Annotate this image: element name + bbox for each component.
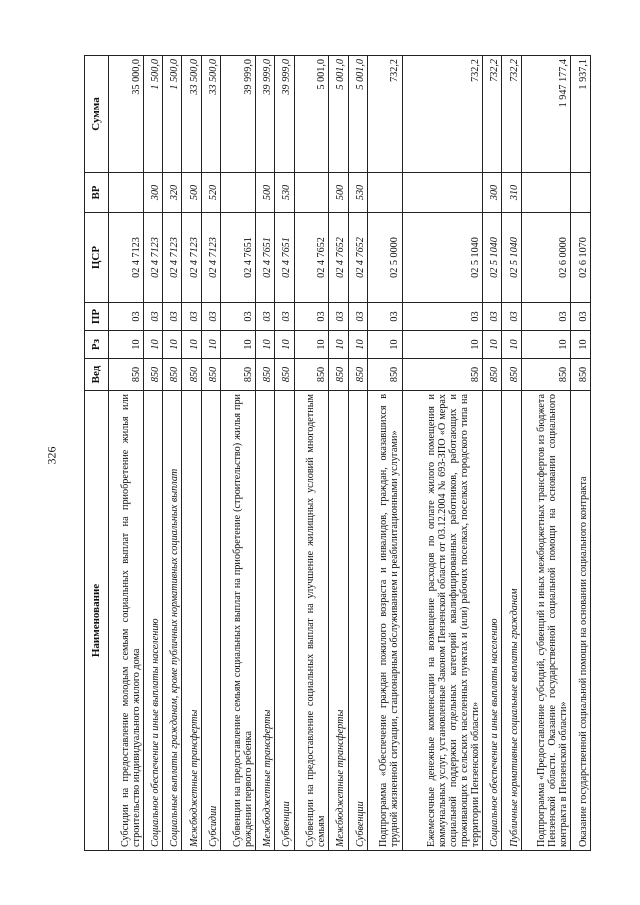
cell-pr: 03 bbox=[482, 303, 501, 331]
cell-pr: 03 bbox=[502, 303, 521, 331]
cell-rz: 10 bbox=[255, 331, 274, 359]
cell-name: Подпрограмма «Предоставление субсидий, субвенций и иных межбюджетных трансфертов из бюджета Пензенской области. Оказание государственной социальной помощи на основании социального контракта в Пензенской области» bbox=[521, 391, 571, 851]
cell-ved: 850 bbox=[294, 359, 329, 391]
table-row bbox=[163, 56, 182, 851]
cell-name: Подпрограмма «Обеспечение граждан пожилого возраста и инвалидов, граждан, оказавшихся в трудной жизненной ситуации, стационарным обслуживанием и реабилитационными услугами» bbox=[367, 391, 402, 851]
cell-csr: 02 6 1070 bbox=[571, 213, 591, 303]
table-header-row bbox=[85, 56, 109, 851]
header-csr: ЦСР bbox=[85, 213, 109, 303]
cell-pr: 03 bbox=[571, 303, 591, 331]
header-sum: Сумма bbox=[85, 56, 109, 173]
cell-pr: 03 bbox=[348, 303, 367, 331]
cell-vr: 530 bbox=[275, 173, 294, 213]
cell-name: Межбюджетные трансферты bbox=[182, 391, 201, 851]
cell-vr bbox=[521, 173, 571, 213]
cell-pr: 03 bbox=[402, 303, 482, 331]
cell-vr: 500 bbox=[255, 173, 274, 213]
rotated-table-container bbox=[84, 56, 591, 851]
cell-name: Субвенции bbox=[348, 391, 367, 851]
cell-rz: 10 bbox=[367, 331, 402, 359]
cell-ved: 850 bbox=[201, 359, 220, 391]
header-name: Наименование bbox=[85, 391, 109, 851]
table-row bbox=[109, 56, 144, 851]
cell-vr: 500 bbox=[182, 173, 201, 213]
cell-rz: 10 bbox=[143, 331, 162, 359]
cell-pr: 03 bbox=[294, 303, 329, 331]
cell-csr: 02 4 7123 bbox=[109, 213, 144, 303]
cell-sum: 33 500,0 bbox=[182, 56, 201, 173]
cell-csr: 02 4 7123 bbox=[143, 213, 162, 303]
table-row bbox=[182, 56, 201, 851]
cell-name: Межбюджетные трансферты bbox=[329, 391, 348, 851]
table-row bbox=[502, 56, 521, 851]
cell-pr: 03 bbox=[255, 303, 274, 331]
header-rz: Рз bbox=[85, 331, 109, 359]
cell-sum: 1 947 177,4 bbox=[521, 56, 571, 173]
table-row bbox=[482, 56, 501, 851]
cell-sum: 39 999,0 bbox=[221, 56, 256, 173]
cell-name: Субсидии bbox=[201, 391, 220, 851]
cell-name: Ежемесячные денежные компенсации на возмещение расходов по оплате жилого помещения и коммунальных услуг, установленные Законом Пензенской области от 03.12.2004 № 693-ЗПО «О мерах социальной поддержки отдельных категорий квалифицированных работников, работающих и проживающих в сельских населенных пунктах и (или) рабочих поселках, поселках городского типа на территории Пензенской области» bbox=[402, 391, 482, 851]
cell-name: Социальное обеспечение и иные выплаты населению bbox=[482, 391, 501, 851]
cell-csr: 02 4 7123 bbox=[182, 213, 201, 303]
cell-csr: 02 4 7652 bbox=[294, 213, 329, 303]
cell-sum: 35 000,0 bbox=[109, 56, 144, 173]
cell-vr: 310 bbox=[502, 173, 521, 213]
cell-vr: 520 bbox=[201, 173, 220, 213]
cell-vr bbox=[571, 173, 591, 213]
cell-pr: 03 bbox=[275, 303, 294, 331]
cell-name: Оказание государственной социальной помощи на основании социального контракта bbox=[571, 391, 591, 851]
cell-rz: 10 bbox=[201, 331, 220, 359]
cell-pr: 03 bbox=[521, 303, 571, 331]
table-row bbox=[329, 56, 348, 851]
cell-name: Социальное обеспечение и иные выплаты населению bbox=[143, 391, 162, 851]
cell-sum: 732,2 bbox=[402, 56, 482, 173]
cell-pr: 03 bbox=[367, 303, 402, 331]
table-row bbox=[143, 56, 162, 851]
cell-vr: 500 bbox=[329, 173, 348, 213]
cell-csr: 02 4 7651 bbox=[221, 213, 256, 303]
cell-csr: 02 4 7652 bbox=[348, 213, 367, 303]
cell-vr bbox=[109, 173, 144, 213]
cell-pr: 03 bbox=[143, 303, 162, 331]
cell-sum: 1 500,0 bbox=[163, 56, 182, 173]
cell-csr: 02 5 1040 bbox=[402, 213, 482, 303]
cell-rz: 10 bbox=[402, 331, 482, 359]
cell-pr: 03 bbox=[329, 303, 348, 331]
cell-rz: 10 bbox=[482, 331, 501, 359]
cell-csr: 02 5 1040 bbox=[482, 213, 501, 303]
cell-csr: 02 4 7123 bbox=[201, 213, 220, 303]
cell-vr bbox=[367, 173, 402, 213]
cell-name: Социальные выплаты гражданам, кроме публичных нормативных социальных выплат bbox=[163, 391, 182, 851]
cell-rz: 10 bbox=[348, 331, 367, 359]
cell-rz: 10 bbox=[275, 331, 294, 359]
header-pr: ПР bbox=[85, 303, 109, 331]
cell-csr: 02 4 7651 bbox=[255, 213, 274, 303]
table-row bbox=[255, 56, 274, 851]
cell-rz: 10 bbox=[294, 331, 329, 359]
cell-rz: 10 bbox=[502, 331, 521, 359]
table-row bbox=[221, 56, 256, 851]
cell-csr: 02 4 7652 bbox=[329, 213, 348, 303]
cell-csr: 02 5 0000 bbox=[367, 213, 402, 303]
page-number: 326 bbox=[44, 446, 59, 465]
cell-ved: 850 bbox=[182, 359, 201, 391]
cell-vr: 530 bbox=[348, 173, 367, 213]
cell-ved: 850 bbox=[163, 359, 182, 391]
cell-ved: 850 bbox=[521, 359, 571, 391]
cell-name: Субвенции на предоставление социальных выплат на улучшение жилищных условий многодетным семьям bbox=[294, 391, 329, 851]
table-row bbox=[402, 56, 482, 851]
table-row bbox=[348, 56, 367, 851]
cell-pr: 03 bbox=[221, 303, 256, 331]
cell-sum: 5 001,0 bbox=[329, 56, 348, 173]
cell-rz: 10 bbox=[221, 331, 256, 359]
cell-ved: 850 bbox=[109, 359, 144, 391]
cell-ved: 850 bbox=[329, 359, 348, 391]
cell-sum: 39 999,0 bbox=[255, 56, 274, 173]
cell-pr: 03 bbox=[109, 303, 144, 331]
cell-csr: 02 4 7651 bbox=[275, 213, 294, 303]
cell-vr bbox=[221, 173, 256, 213]
cell-sum: 5 001,0 bbox=[294, 56, 329, 173]
cell-sum: 39 999,0 bbox=[275, 56, 294, 173]
cell-name: Субвенции на предоставление семьям социальных выплат на приобретение (строительство) жилья при рождении первого ребенка bbox=[221, 391, 256, 851]
cell-ved: 850 bbox=[255, 359, 274, 391]
header-vr: ВР bbox=[85, 173, 109, 213]
cell-sum: 732,2 bbox=[502, 56, 521, 173]
cell-rz: 10 bbox=[329, 331, 348, 359]
table-row bbox=[571, 56, 591, 851]
cell-vr bbox=[294, 173, 329, 213]
cell-rz: 10 bbox=[163, 331, 182, 359]
cell-rz: 10 bbox=[182, 331, 201, 359]
cell-rz: 10 bbox=[109, 331, 144, 359]
cell-sum: 732,2 bbox=[482, 56, 501, 173]
cell-csr: 02 5 1040 bbox=[502, 213, 521, 303]
cell-csr: 02 4 7123 bbox=[163, 213, 182, 303]
cell-ved: 850 bbox=[502, 359, 521, 391]
cell-ved: 850 bbox=[275, 359, 294, 391]
table-row bbox=[521, 56, 571, 851]
cell-rz: 10 bbox=[571, 331, 591, 359]
header-ved: Вед bbox=[85, 359, 109, 391]
cell-sum: 33 500,0 bbox=[201, 56, 220, 173]
cell-pr: 03 bbox=[182, 303, 201, 331]
cell-rz: 10 bbox=[521, 331, 571, 359]
cell-name: Межбюджетные трансферты bbox=[255, 391, 274, 851]
cell-ved: 850 bbox=[402, 359, 482, 391]
cell-vr: 320 bbox=[163, 173, 182, 213]
cell-sum: 5 001,0 bbox=[348, 56, 367, 173]
cell-ved: 850 bbox=[348, 359, 367, 391]
cell-csr: 02 6 0000 bbox=[521, 213, 571, 303]
cell-sum: 732,2 bbox=[367, 56, 402, 173]
cell-ved: 850 bbox=[482, 359, 501, 391]
budget-table bbox=[84, 55, 591, 851]
cell-pr: 03 bbox=[201, 303, 220, 331]
cell-ved: 850 bbox=[571, 359, 591, 391]
table-row bbox=[201, 56, 220, 851]
table-body bbox=[109, 56, 591, 851]
cell-vr: 300 bbox=[482, 173, 501, 213]
cell-name: Публичные нормативные социальные выплаты гражданам bbox=[502, 391, 521, 851]
table-row bbox=[294, 56, 329, 851]
table-row bbox=[367, 56, 402, 851]
cell-pr: 03 bbox=[163, 303, 182, 331]
cell-ved: 850 bbox=[367, 359, 402, 391]
cell-sum: 1 500,0 bbox=[143, 56, 162, 173]
cell-ved: 850 bbox=[143, 359, 162, 391]
cell-name: Субсидии на предоставление молодым семьям социальных выплат на приобретение жилья или строительство индивидуального жилого дома bbox=[109, 391, 144, 851]
cell-vr bbox=[402, 173, 482, 213]
cell-ved: 850 bbox=[221, 359, 256, 391]
cell-sum: 1 937,1 bbox=[571, 56, 591, 173]
table-row bbox=[275, 56, 294, 851]
cell-name: Субвенции bbox=[275, 391, 294, 851]
cell-vr: 300 bbox=[143, 173, 162, 213]
